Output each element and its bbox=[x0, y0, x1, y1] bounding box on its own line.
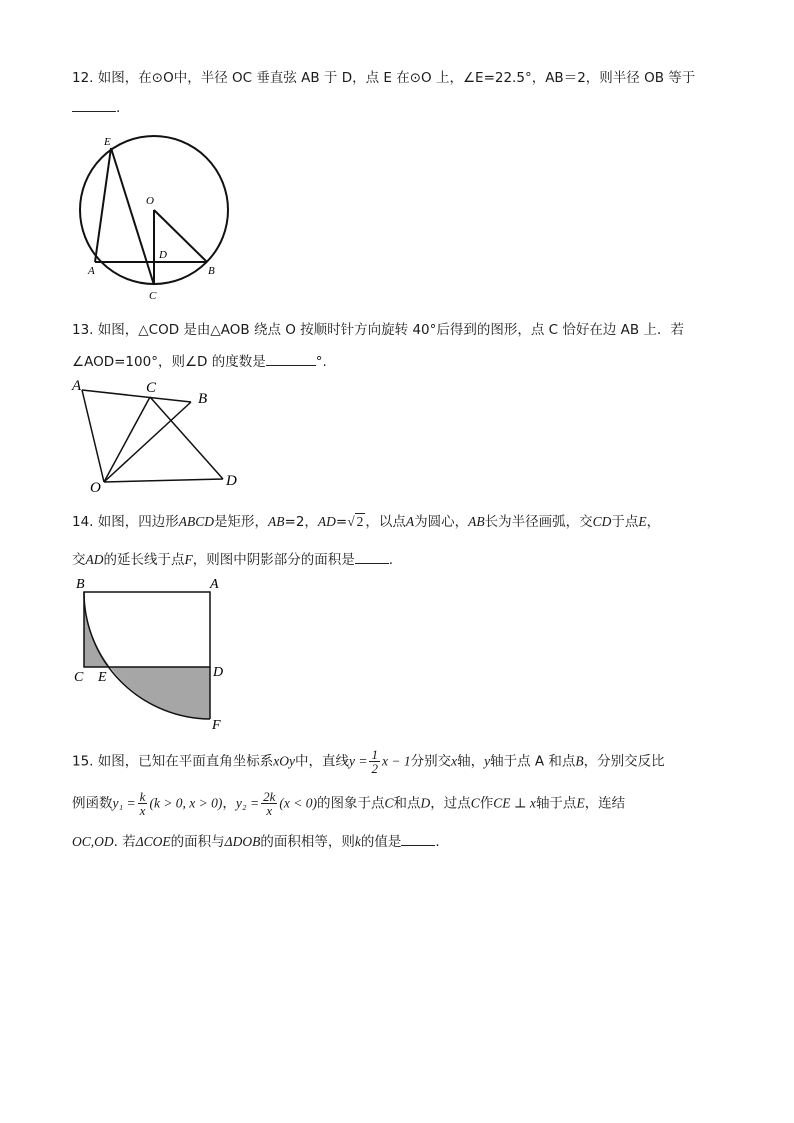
q15-text-line1 bbox=[72, 748, 665, 775]
q14-label-a: A bbox=[210, 577, 219, 592]
q15-cond2: (x < 0) bbox=[279, 795, 317, 811]
q14-text-line2 bbox=[72, 548, 393, 568]
q15-frac-num: 1 bbox=[371, 747, 378, 762]
q14-t9: ， bbox=[646, 514, 661, 530]
q12-segment-ec bbox=[111, 148, 154, 285]
q15-frac-2k bbox=[261, 790, 277, 817]
q14-label-f: F bbox=[212, 718, 221, 733]
q13-segment-co bbox=[104, 397, 150, 482]
q14-ab: AB bbox=[268, 514, 285, 529]
q15-k-den: x bbox=[139, 803, 146, 818]
q14-abcd: ABCD bbox=[178, 514, 215, 529]
q12-label-d: D bbox=[159, 249, 167, 261]
q15-y1-eq: y₁ = bbox=[112, 795, 136, 811]
q15-x-minus-1: x − 1 bbox=[381, 753, 411, 769]
q13-label-c: C bbox=[146, 380, 157, 396]
q13-degree-mark: °. bbox=[315, 354, 327, 370]
q12-label-a: A bbox=[88, 265, 95, 277]
q15-t11: ，过点 bbox=[430, 795, 471, 812]
q14-t10: 交 bbox=[72, 552, 86, 568]
q14-t12: ，则图中阴影部分的面积是 bbox=[192, 552, 355, 568]
q12-label-o: O bbox=[146, 195, 154, 207]
q12-label-b: B bbox=[208, 265, 215, 277]
q12-answer-blank[interactable] bbox=[72, 111, 116, 112]
q14-a: A bbox=[405, 514, 415, 529]
q14-answer-blank[interactable] bbox=[355, 563, 389, 564]
q15-t15: . 若 bbox=[113, 834, 136, 850]
q13-label-d: D bbox=[226, 473, 237, 489]
q14-sqrt-value: 2 bbox=[356, 514, 364, 529]
q15-ce-perp: CE ⊥ x bbox=[493, 795, 536, 811]
q14-label-d: D bbox=[213, 665, 224, 680]
q14-t8: 于点 bbox=[611, 514, 639, 530]
q15-t14: ，连结 bbox=[584, 795, 626, 812]
q14-t3: =2， bbox=[284, 514, 318, 530]
q13-figure bbox=[66, 372, 246, 498]
q14-label-b: B bbox=[76, 577, 85, 592]
q13-text-line2-start: ∠AOD=100°，则∠D 的度数是 bbox=[72, 354, 266, 370]
q12-label-c: C bbox=[149, 290, 157, 302]
q13-segment-ab bbox=[82, 390, 191, 402]
q15-2k-den: x bbox=[266, 803, 273, 818]
q13-segment-ao bbox=[82, 390, 104, 482]
q14-t4: = bbox=[335, 514, 348, 530]
q15-y: y bbox=[484, 753, 491, 769]
q13-label-a: A bbox=[72, 378, 82, 394]
q14-t5: ，以点 bbox=[365, 514, 406, 530]
q14-shaded-right bbox=[110, 667, 210, 719]
q15-dob: ΔDOB bbox=[224, 834, 261, 849]
q15-d: D bbox=[420, 795, 431, 811]
q15-t9: 的图象于点 bbox=[316, 795, 385, 812]
q15-b: B bbox=[575, 753, 584, 769]
q15-y-eq: y = bbox=[349, 753, 368, 769]
q14-rectangle bbox=[84, 592, 210, 667]
q15-t16: 的面积与 bbox=[170, 834, 225, 850]
q15-text-line2 bbox=[72, 790, 625, 817]
q15-t2: 中，直线 bbox=[295, 753, 349, 770]
q14-t2: 是矩形， bbox=[214, 514, 269, 530]
q15-cond1: (k > 0, x > 0) bbox=[149, 795, 223, 811]
q14-text-line1 bbox=[72, 510, 660, 530]
q15-k-num: k bbox=[139, 789, 146, 804]
q14-e: E bbox=[638, 514, 647, 529]
q15-y2-eq: y₂ = bbox=[235, 795, 260, 811]
q15-answer-blank[interactable] bbox=[401, 845, 435, 846]
q14-t7: 长为半径画弧，交 bbox=[484, 514, 593, 530]
q15-t4: 轴， bbox=[457, 753, 485, 770]
q12-segment-ea bbox=[95, 148, 111, 262]
q15-x: x bbox=[451, 753, 458, 769]
q14-cd: CD bbox=[592, 514, 612, 529]
q15-e: E bbox=[576, 795, 585, 811]
q12-label-e: E bbox=[104, 136, 111, 148]
q14-ad: AD bbox=[317, 514, 336, 529]
q14-sqrt-symbol: √ bbox=[347, 514, 355, 529]
q15-t17: 的面积相等，则 bbox=[260, 834, 355, 850]
q13-text-line1: 13. 如图，△COD 是由△AOB 绕点 O 按顺时针方向旋转 40°后得到的图形，点 C 恰好在边 AB 上．若 bbox=[72, 322, 684, 338]
q13-segment-od bbox=[104, 479, 223, 482]
q14-label-e: E bbox=[98, 670, 107, 685]
q15-c: C bbox=[384, 795, 394, 811]
q15-k: k bbox=[354, 834, 361, 849]
q14-f: F bbox=[184, 552, 193, 567]
q12-figure bbox=[70, 130, 240, 305]
q15-t13: 轴于点 bbox=[535, 795, 577, 812]
q15-t18: 的值是 bbox=[360, 834, 402, 850]
q12-period: . bbox=[116, 100, 121, 116]
q14-period: . bbox=[388, 552, 394, 568]
q14-shaded-left bbox=[84, 592, 110, 667]
q15-frac-den: 2 bbox=[371, 761, 378, 776]
q13-text-line2 bbox=[72, 350, 327, 370]
q14-sqrt bbox=[347, 513, 365, 529]
q13-answer-blank[interactable] bbox=[266, 365, 316, 366]
q12-text-line2 bbox=[72, 100, 120, 116]
q15-xoy: xOy bbox=[273, 753, 295, 769]
q14-t6: 为圆心， bbox=[414, 514, 469, 530]
q15-2k-num: 2k bbox=[263, 789, 276, 804]
q15-t5: 轴于点 A 和点 bbox=[490, 753, 576, 770]
q14-ab2: AB bbox=[468, 514, 485, 529]
q15-period: . bbox=[435, 834, 440, 850]
q15-t12: 作 bbox=[479, 795, 494, 812]
q13-label-b: B bbox=[198, 391, 208, 407]
q15-frac-half bbox=[369, 748, 380, 775]
q14-t1: 14. 如图，四边形 bbox=[72, 514, 179, 530]
q15-c2: C bbox=[470, 795, 480, 811]
q12-text-line1: 12. 如图，在⊙O中，半径 OC 垂直弦 AB 于 D，点 E 在⊙O 上，∠E=22.5°，AB＝2，则半径 OB 等于 bbox=[72, 70, 696, 86]
q13-segment-cd bbox=[150, 397, 223, 479]
q15-t10: 和点 bbox=[393, 795, 421, 812]
q14-t11: 的延长线于点 bbox=[103, 552, 185, 568]
q14-ad2: AD bbox=[85, 552, 104, 567]
q15-coe: ΔCOE bbox=[135, 834, 171, 849]
q15-frac-k bbox=[138, 790, 148, 817]
q15-oc-od: OC,OD bbox=[72, 834, 114, 849]
q13-segment-bo bbox=[104, 402, 191, 482]
q14-label-c: C bbox=[74, 670, 84, 685]
q15-t3: 分别交 bbox=[410, 753, 452, 770]
q14-figure bbox=[70, 574, 235, 734]
q15-t8: ， bbox=[222, 795, 236, 812]
q15-text-line3 bbox=[72, 830, 440, 850]
q15-t6: ，分别交反比 bbox=[583, 753, 665, 770]
q15-t7: 例函数 bbox=[72, 795, 113, 812]
q13-label-o: O bbox=[90, 480, 101, 496]
q15-t1: 15. 如图，已知在平面直角坐标系 bbox=[72, 753, 274, 770]
